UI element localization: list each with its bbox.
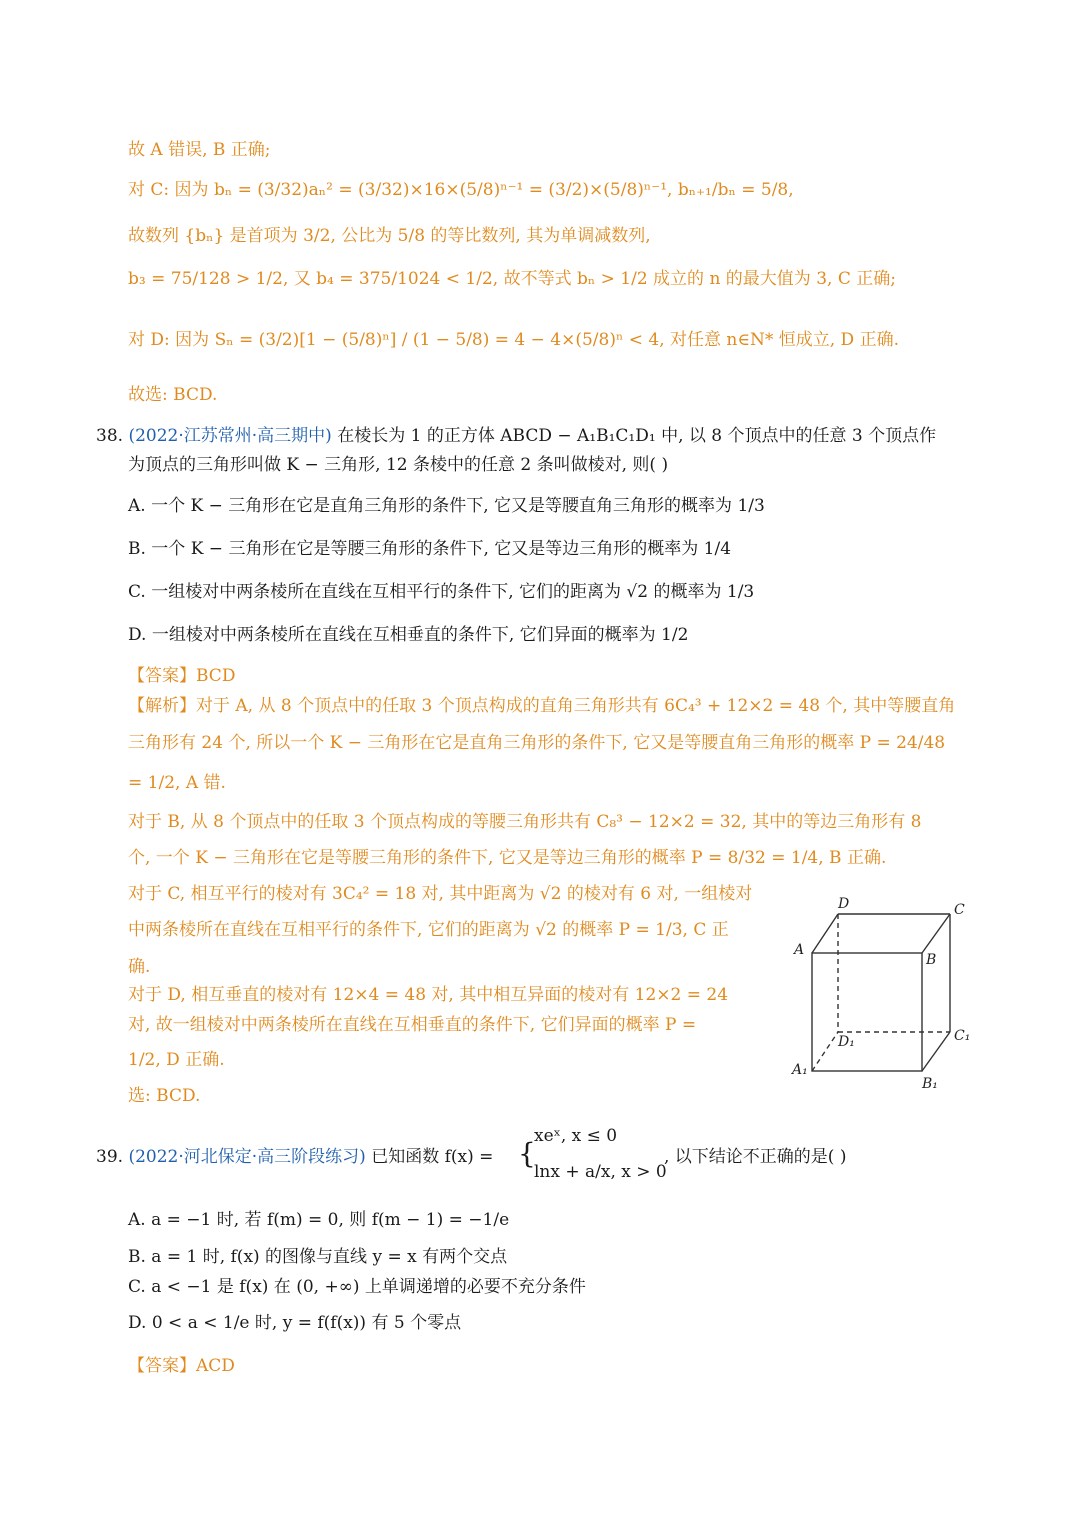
label-a: A — [794, 942, 805, 958]
q38-explanation-line-9: 对于 D, 相互垂直的棱对有 12×4 = 48 对, 其中相互异面的棱对有 12×2 = 24 — [128, 985, 729, 1005]
label-d1: D₁ — [838, 1034, 855, 1050]
q38-explanation-line-11: 1/2, D 正确. — [128, 1050, 225, 1070]
label-b: B — [926, 952, 937, 968]
q39-option-d: D. 0 < a < 1/e 时, y = f(f(x)) 有 5 个零点 — [128, 1313, 462, 1333]
front-face — [812, 953, 922, 1071]
q38-explanation-line-4: 对于 B, 从 8 个顶点中的任取 3 个顶点构成的等腰三角形共有 C₈³ − 12×2 = 32, 其中的等边三角形有 8 — [128, 812, 922, 832]
q38-explanation-line-2: 三角形有 24 个, 所以一个 K − 三角形在它是直角三角形的条件下, 它又是等腰直角三角形的概率 P = 24/48 — [128, 733, 946, 753]
q39-case-2: lnx + a/x, x > 0 — [534, 1162, 667, 1182]
q38-explanation-line-1: 【解析】对于 A, 从 8 个顶点中的任取 3 个顶点构成的直角三角形共有 6C₄³ + 12×2 = 48 个, 其中等腰直角 — [128, 696, 956, 716]
q38-explanation-line-7: 中两条棱所在直线在互相平行的条件下, 它们的距离为 √2 的概率 P = 1/3, C 正 — [128, 920, 729, 940]
q38-explanation-line-8: 确. — [128, 957, 151, 977]
q38-explanation-line-12: 选: BCD. — [128, 1086, 201, 1106]
q39-stem-post: , 以下结论不正确的是( ) — [664, 1147, 847, 1167]
q38-header — [96, 424, 936, 448]
label-c1: C₁ — [954, 1028, 971, 1044]
q38-option-a: A. 一个 K − 三角形在它是直角三角形的条件下, 它又是等腰直角三角形的概率为 1/3 — [128, 496, 765, 516]
label-a1: A₁ — [792, 1062, 808, 1078]
q38-stem-line-1: 在棱长为 1 的正方体 ABCD − A₁B₁C₁D₁ 中, 以 8 个顶点中的任意 3 个顶点作 — [337, 426, 937, 446]
prev-solution-line-2: 对 C: 因为 bₙ = (3/32)aₙ² = (3/32)×16×(5/8)ⁿ⁻¹ = (3/2)×(5/8)ⁿ⁻¹, bₙ₊₁/bₙ = 5/8, — [128, 180, 794, 200]
prev-solution-line-6: 故选: BCD. — [128, 385, 218, 405]
q38-answer: 【答案】BCD — [128, 666, 236, 686]
q38-source: (2022·江苏常州·高三期中) — [128, 426, 332, 446]
q38-explanation-line-3: = 1/2, A 错. — [128, 773, 226, 793]
q38-explanation-line-10: 对, 故一组棱对中两条棱所在直线在互相垂直的条件下, 它们异面的概率 P = — [128, 1015, 697, 1035]
prev-solution-line-4: b₃ = 75/128 > 1/2, 又 b₄ = 375/1024 < 1/2, 故不等式 bₙ > 1/2 成立的 n 的最大值为 3, C 正确; — [128, 269, 896, 289]
q39-header — [96, 1145, 493, 1169]
prev-solution-line-1: 故 A 错误, B 正确; — [128, 140, 271, 160]
prev-solution-line-3: 故数列 {bₙ} 是首项为 3/2, 公比为 5/8 的等比数列, 其为单调减数列, — [128, 226, 651, 246]
q38-explanation-line-5: 个, 一个 K − 三角形在它是等腰三角形的条件下, 它又是等边三角形的概率 P = 8/32 = 1/4, B 正确. — [128, 848, 887, 868]
q39-answer: 【答案】ACD — [128, 1356, 235, 1376]
edge-b1c1 — [922, 1032, 950, 1071]
edge-a1d1-hidden — [812, 1032, 838, 1071]
q39-stem-pre: 已知函数 f(x) = — [371, 1147, 494, 1167]
edge-bc — [922, 914, 950, 953]
q39-option-c: C. a < −1 是 f(x) 在 (0, +∞) 上单调递增的必要不充分条件 — [128, 1277, 586, 1297]
prev-solution-line-5: 对 D: 因为 Sₙ = (3/2)[1 − (5/8)ⁿ] / (1 − 5/8) = 4 − 4×(5/8)ⁿ < 4, 对任意 n∈N* 恒成立, D 正确. — [128, 330, 899, 350]
cube-diagram — [780, 890, 980, 1095]
q39-option-a: A. a = −1 时, 若 f(m) = 0, 则 f(m − 1) = −1/e — [128, 1210, 510, 1230]
q39-option-b: B. a = 1 时, f(x) 的图像与直线 y = x 有两个交点 — [128, 1247, 508, 1267]
label-b1: B₁ — [922, 1076, 938, 1092]
q38-option-b: B. 一个 K − 三角形在它是等腰三角形的条件下, 它又是等边三角形的概率为 1/4 — [128, 539, 732, 559]
q39-brace: { — [518, 1137, 536, 1170]
q38-option-c: C. 一组棱对中两条棱所在直线在互相平行的条件下, 它们的距离为 √2 的概率为 1/3 — [128, 582, 755, 602]
q38-stem-line-2: 为顶点的三角形叫做 K − 三角形, 12 条棱中的任意 2 条叫做棱对, 则( ) — [128, 455, 669, 475]
label-d: D — [838, 896, 850, 912]
q39-number: 39. — [96, 1147, 124, 1167]
q38-option-d: D. 一组棱对中两条棱所在直线在互相垂直的条件下, 它们异面的概率为 1/2 — [128, 625, 689, 645]
q38-explanation-line-6: 对于 C, 相互平行的棱对有 3C₄² = 18 对, 其中距离为 √2 的棱对有 6 对, 一组棱对 — [128, 884, 753, 904]
q39-source: (2022·河北保定·高三阶段练习) — [128, 1147, 366, 1167]
edge-ad — [812, 914, 838, 953]
q38-number: 38. — [96, 426, 124, 446]
label-c: C — [954, 902, 965, 918]
q39-case-1: xeˣ, x ≤ 0 — [534, 1126, 618, 1146]
